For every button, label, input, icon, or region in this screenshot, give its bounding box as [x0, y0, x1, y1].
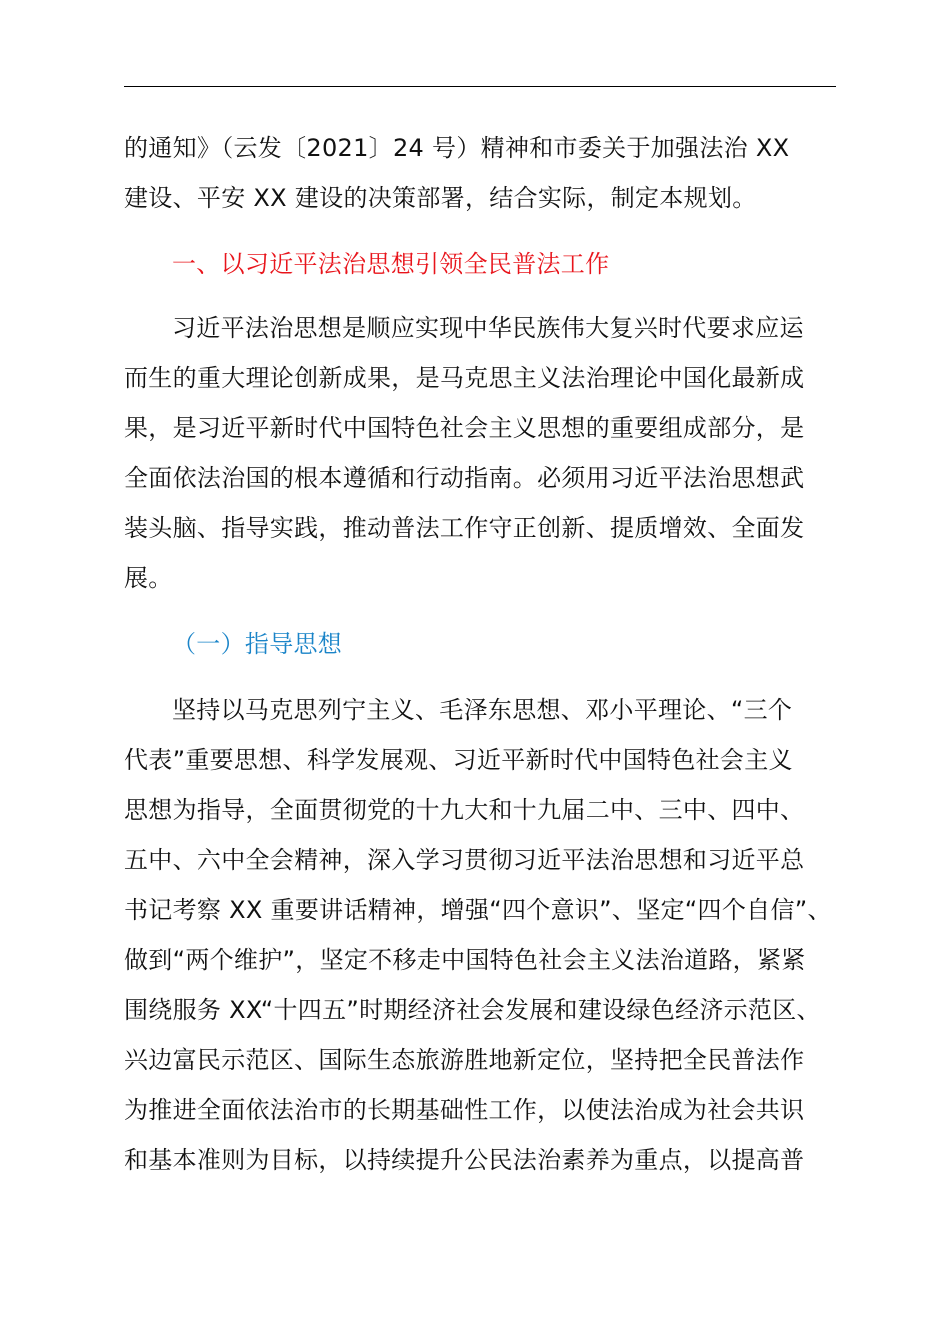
section-1-paragraph-line: 习近平法治思想是顺应实现中华民族伟大复兴时代要求应运 — [172, 314, 804, 342]
intro-line-1: 的通知》（云发〔2021〕24 号）精神和市委关于加强法治 XX — [124, 134, 790, 162]
subsection-1-paragraph-line: 代表”重要思想、科学发展观、习近平新时代中国特色社会主义 — [124, 746, 793, 774]
subsection-1-paragraph-line: 为推进全面依法治市的长期基础性工作，以使法治成为社会共识 — [124, 1096, 805, 1124]
subsection-1-paragraph-line: 坚持以马克思列宁主义、毛泽东思想、邓小平理论、“三个 — [172, 696, 793, 724]
subsection-1-paragraph-line: 兴边富民示范区、国际生态旅游胜地新定位，坚持把全民普法作 — [124, 1046, 805, 1074]
subsection-1-paragraph-line: 书记考察 XX 重要讲话精神，增强“四个意识”、坚定“四个自信”、 — [124, 896, 832, 924]
subsection-1-paragraph-line: 五中、六中全会精神，深入学习贯彻习近平法治思想和习近平总 — [124, 846, 805, 874]
section-1-paragraph-line: 果，是习近平新时代中国特色社会主义思想的重要组成部分，是 — [124, 414, 805, 442]
section-1-heading: 一、以习近平法治思想引领全民普法工作 — [172, 250, 610, 278]
intro-line-2: 建设、平安 XX 建设的决策部署，结合实际，制定本规划。 — [124, 184, 757, 212]
section-1-paragraph-line: 装头脑、指导实践，推动普法工作守正创新、提质增效、全面发 — [124, 514, 805, 542]
header-rule — [124, 86, 836, 87]
section-1-paragraph-line: 而生的重大理论创新成果，是马克思主义法治理论中国化最新成 — [124, 364, 805, 392]
subsection-1-paragraph-line: 做到“两个维护”，坚定不移走中国特色社会主义法治道路，紧紧 — [124, 946, 806, 974]
subsection-1-paragraph-line: 和基本准则为目标，以持续提升公民法治素养为重点，以提高普 — [124, 1146, 805, 1174]
subsection-1-heading: （一）指导思想 — [172, 630, 343, 658]
subsection-1-paragraph-line: 思想为指导，全面贯彻党的十九大和十九届二中、三中、四中、 — [124, 796, 805, 824]
subsection-1-paragraph-line: 围绕服务 XX“十四五”时期经济社会发展和建设绿色经济示范区、 — [124, 996, 821, 1024]
section-1-paragraph-line: 展。 — [124, 564, 173, 592]
section-1-paragraph-line: 全面依法治国的根本遵循和行动指南。必须用习近平法治思想武 — [124, 464, 805, 492]
